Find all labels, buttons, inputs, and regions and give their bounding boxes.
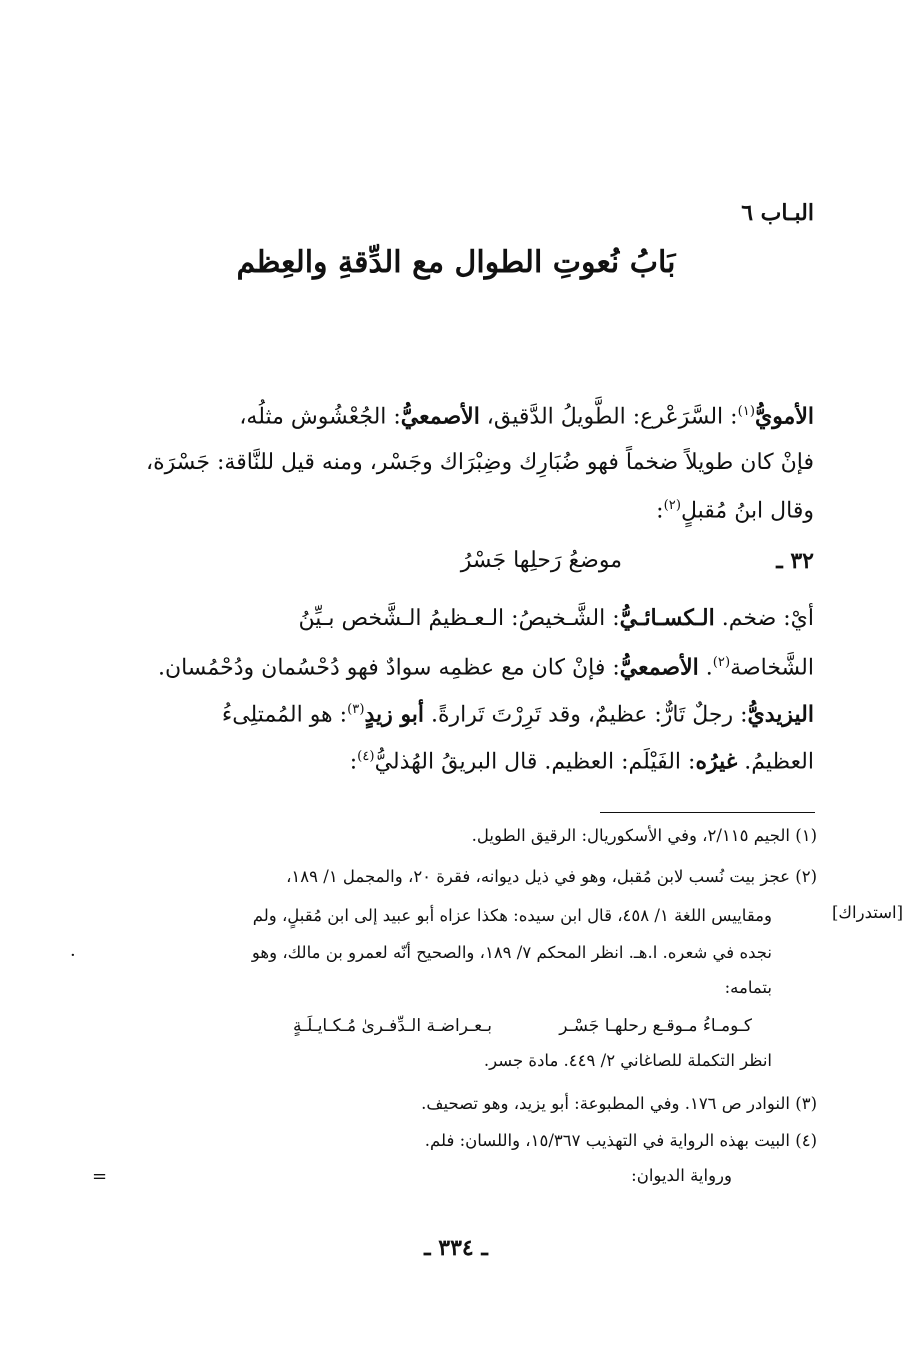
footnote-ref: (٤)	[357, 749, 375, 764]
footnote-ref: (١)	[737, 404, 755, 419]
bold-term: الأمويُّ	[754, 403, 814, 430]
text-run: : السَّرَعْرع: الطَّويلُ الدَّقيق،	[479, 404, 738, 430]
footnote-2-verse-second: كـومـاءُ مـوقـع رحلهـا جَسْـر	[559, 1016, 752, 1036]
text-run: الشَّخاصة	[730, 655, 814, 681]
footnote-ref: (٢)	[663, 498, 681, 513]
side-note: [استدراك]	[832, 903, 904, 922]
text-run: .	[698, 655, 713, 681]
text-run: :	[656, 498, 664, 524]
bold-term: غيرُه	[695, 748, 738, 775]
footnote-2-line-4: بتمامه:	[724, 978, 772, 997]
text-run: : هو المُمتلِىءُ	[221, 702, 348, 728]
bold-term: الـكسـائـيُّ	[619, 605, 715, 631]
body-line-1	[239, 392, 814, 437]
footnote-2-line-3: نجده في شعره. ا.هـ. انظر المحكم ٧/ ١٨٩، والصحيح أنّه لعمرو بن مالك، وهو	[251, 943, 772, 962]
text-run: : الجُعْشُوش مثلُه،	[239, 404, 401, 430]
text-run: : رجلٌ تَارٌّ: عظيمٌ، وقد تَرِرْتَ تَرارةً.	[424, 702, 748, 728]
verse-number: ٣٢ ـ	[776, 548, 814, 574]
page-number: ـ ٣٣٤ ـ	[424, 1235, 488, 1261]
body-line-6	[222, 690, 814, 735]
text-run: فإنْ كان طويلاً ضخماً فهو ضُبَارِك وضِبْرَاك وجَسْر، ومنه قيل للنَّاقة: جَسْرَة،	[146, 450, 814, 475]
bold-term: اليزيديُّ	[747, 701, 814, 728]
body-line-4	[299, 598, 814, 639]
text-run: : فإنْ كان مع عظمِه سوادٌ فهو دُحْسُمان ودُحْمُسان.	[157, 655, 620, 681]
body-line-5	[158, 643, 814, 688]
bold-term: أبو زيدٍ	[364, 701, 425, 728]
margin-dot: ·	[70, 945, 76, 966]
text-run: العظيمُ.	[737, 749, 814, 775]
text-run: أيْ: ضخم.	[714, 606, 814, 631]
bold-term: الأصمعيُّ	[400, 403, 480, 430]
footnote-4-line-2: ورواية الديوان:	[631, 1166, 732, 1185]
continuation-mark: =	[92, 1166, 108, 1187]
chapter-label: البـاب ٦	[741, 200, 814, 226]
footnote-1: (١) الجيم ٢/١١٥، وفي الأسكوريال: الرقيق الطويل.	[471, 826, 817, 845]
text-run: : الفَيْلَم: العظيم. قال البريقُ الهُذليُّ	[374, 749, 696, 775]
footnote-ref: (٣)	[347, 702, 365, 717]
verse-text: موضعُ رَحلِها جَسْرُ	[460, 548, 622, 573]
footnote-2-line-5: انظر التكملة للصاغاني ٢/ ٤٤٩. مادة جسر.	[483, 1051, 772, 1070]
body-line-7	[350, 737, 814, 782]
bold-term: الأصمعيُّ	[619, 654, 699, 681]
footnote-separator	[600, 812, 815, 813]
footnote-ref: (٢)	[712, 655, 731, 670]
footnote-2-line-2: ومقاييس اللغة ١/ ٤٥٨، قال ابن سيده: هكذا عزاه أبو عبيد إلى ابن مُقبلٍ، ولم	[252, 906, 772, 925]
body-line-3	[656, 486, 814, 531]
chapter-title: بَابُ نُعوتِ الطوال مع الدِّقةِ والعِظم	[236, 245, 676, 280]
footnote-2-verse-first: بـعـراضـة الـدِّفـرىٰ مُـكـايـلَـةٍ	[292, 1016, 492, 1036]
footnote-4: (٤) البيت بهذه الرواية في التهذيب ١٥/٣٦٧، واللسان: فلم.	[424, 1131, 817, 1150]
body-line-2	[146, 443, 814, 483]
text-run: :	[349, 749, 358, 775]
footnote-3: (٣) النوادر ص ١٧٦. وفي المطبوعة: أبو يزيد، وهو تصحيف.	[421, 1094, 817, 1113]
text-run: : الشَّـخيصُ: الـعـظيمُ الـشَّخص بـيِّنُ	[298, 606, 620, 631]
text-run: وقال ابنُ مُقبلٍ	[680, 498, 814, 524]
footnote-2-line-1: (٢) عجز بيت نُسب لابن مُقبل، وهو في ذيل ديوانه، فقرة ٢٠، والمجمل ١/ ١٨٩،	[286, 867, 817, 886]
